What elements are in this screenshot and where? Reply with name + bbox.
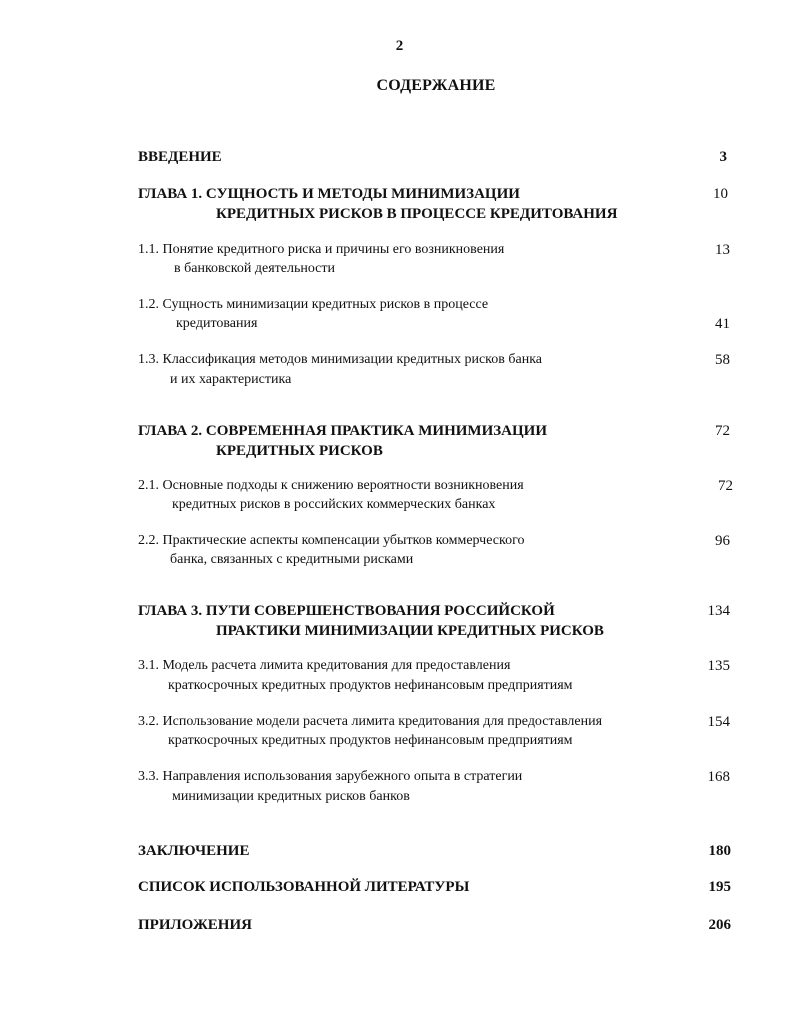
toc-entry-title-continued: краткосрочных кредитных продуктов нефинансовым предприятиям (168, 733, 573, 748)
toc-entry-title: ЗАКЛЮЧЕНИЕ (138, 843, 250, 859)
toc-page-number: 154 (707, 714, 730, 730)
toc-entry-title-continued: ПРАКТИКИ МИНИМИЗАЦИИ КРЕДИТНЫХ РИСКОВ (216, 623, 604, 639)
toc-page-number: 58 (715, 352, 730, 368)
toc-entry-title: 1.3. Классификация методов минимизации кредитных рисков банка (138, 352, 542, 367)
toc-page-number: 134 (707, 603, 730, 619)
toc-page-number: 72 (715, 423, 730, 439)
page-number: 2 (395, 38, 404, 54)
toc-page-number: 72 (718, 478, 733, 494)
toc-page-number: 206 (708, 917, 731, 933)
toc-entry-title: ГЛАВА 3. ПУТИ СОВЕРШЕНСТВОВАНИЯ РОССИЙСКОЙ (138, 603, 555, 619)
toc-entry-title: 1.2. Сущность минимизации кредитных рисков в процессе (138, 297, 489, 312)
toc-entry-title-continued: и их характеристика (170, 372, 292, 387)
toc-entry-title: СПИСОК ИСПОЛЬЗОВАННОЙ ЛИТЕРАТУРЫ (138, 879, 470, 895)
toc-entry-title: ПРИЛОЖЕНИЯ (138, 917, 252, 933)
toc-entry-title: 1.1. Понятие кредитного риска и причины его возникновения (138, 242, 505, 257)
toc-page-number: 10 (713, 186, 728, 202)
toc-entry-title: 2.2. Практические аспекты компенсации убытков коммерческого (138, 533, 525, 548)
toc-entry-title: ГЛАВА 1. СУЩНОСТЬ И МЕТОДЫ МИНИМИЗАЦИИ (138, 186, 520, 202)
toc-entry-title: 2.1. Основные подходы к снижению вероятности возникновения (138, 478, 524, 493)
toc-title: СОДЕРЖАНИЕ (376, 77, 496, 94)
toc-page-number: 13 (715, 242, 730, 258)
toc-entry-title-continued: кредитования (176, 316, 258, 331)
toc-entry-title-continued: краткосрочных кредитных продуктов нефинансовым предприятиям (168, 678, 573, 693)
toc-page-number: 180 (708, 843, 731, 859)
toc-page-number: 96 (715, 533, 730, 549)
toc-entry-title-continued: КРЕДИТНЫХ РИСКОВ В ПРОЦЕССЕ КРЕДИТОВАНИЯ (216, 206, 618, 222)
toc-page-number: 135 (707, 658, 730, 674)
toc-entry-title: ГЛАВА 2. СОВРЕМЕННАЯ ПРАКТИКА МИНИМИЗАЦИИ (138, 423, 548, 439)
toc-page-number: 168 (707, 769, 730, 785)
toc-page-number: 41 (715, 316, 730, 332)
toc-entry-title-continued: КРЕДИТНЫХ РИСКОВ (216, 443, 383, 459)
toc-entry-title-continued: банка, связанных с кредитными рисками (170, 552, 414, 567)
toc-entry-title-continued: в банковской деятельности (174, 261, 335, 276)
toc-entry-title-continued: минимизации кредитных рисков банков (172, 789, 410, 804)
toc-entry-title: 3.2. Использование модели расчета лимита кредитования для предоставления (138, 714, 603, 729)
toc-page-number: 195 (708, 879, 731, 895)
toc-page-number: 3 (719, 149, 727, 165)
toc-entry-title: 3.1. Модель расчета лимита кредитования для предоставления (138, 658, 511, 673)
toc-entry-title-continued: кредитных рисков в российских коммерческих банках (172, 497, 496, 512)
toc-entry-title: ВВЕДЕНИЕ (138, 149, 222, 165)
toc-entry-title: 3.3. Направления использования зарубежного опыта в стратегии (138, 769, 523, 784)
